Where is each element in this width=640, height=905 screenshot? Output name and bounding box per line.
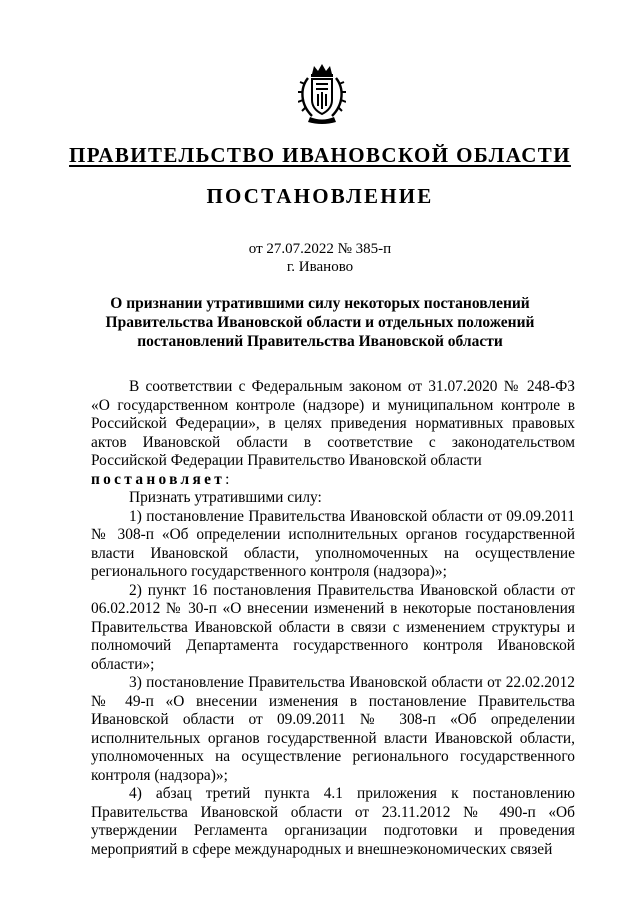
list-item: 2) пункт 16 постановления Правительства Ивановской области от 06.02.2012 № 30-п «О внесении изменений в некоторые постановления Правительства Ивановской области в связи с изменением структуры и полномочий Департамента государственного контроля Ивановской области»; [91, 581, 575, 673]
heading-line: Правительства Ивановской области и отдельных положений [105, 314, 535, 331]
list-item: 3) постановление Правительства Ивановской области от 22.02.2012 № 49-п «О внесении изменения в постановление Правительства Ивановской области от 09.09.2011 № 308-п «Об определении исполнительных органов государственной власти Ивановской области, уполномоченных на осуществление регионального государственного контроля (надзора)»; [91, 674, 575, 784]
ivanovo-coat-of-arms-icon [298, 62, 346, 124]
preamble: В соответствии с Федеральным законом от 31.07.2020 № 248-ФЗ «О государственном контроле (надзоре) и муниципальном контроле в Российской Федерации», в целях приведения нормативных правовых актов Ивановской области в соответствие с законодательством Российской Федерации Правительство Ивановской области [91, 378, 575, 469]
document-heading [100, 294, 540, 351]
document-meta [0, 240, 640, 276]
invalid-intro: Признать утратившими силу: [129, 489, 322, 506]
document-type: ПОСТАНОВЛЕНИЕ [206, 184, 434, 208]
list-item: 4) абзац третий пункта 4.1 приложения к постановлению Правительства Ивановской области от 23.11.2012 № 490-п «Об утверждении Регламента организации подготовки и проведения мероприятий в сфере международных и внешнеэкономических связей [91, 785, 575, 858]
resolves-line: постановляет: [91, 470, 230, 488]
heading-line: постановлений Правительства Ивановской области [137, 333, 503, 350]
place: г. Иваново [286, 259, 354, 275]
document-body [91, 378, 575, 859]
list-item: 1) постановление Правительства Ивановской области от 09.09.2011 № 308-п «Об определении исполнительных органов государственной власти Ивановской области, уполномоченных на осуществление регионального государственного контроля (надзора)»; [91, 507, 575, 580]
heading-line: О признании утратившими силу некоторых постановлений [110, 295, 530, 312]
government-title: ПРАВИТЕЛЬСТВО ИВАНОВСКОЙ ОБЛАСТИ [69, 143, 571, 167]
date-number: от 27.07.2022 № 385-п [248, 241, 392, 257]
resolves-word: постановляет [91, 470, 226, 488]
